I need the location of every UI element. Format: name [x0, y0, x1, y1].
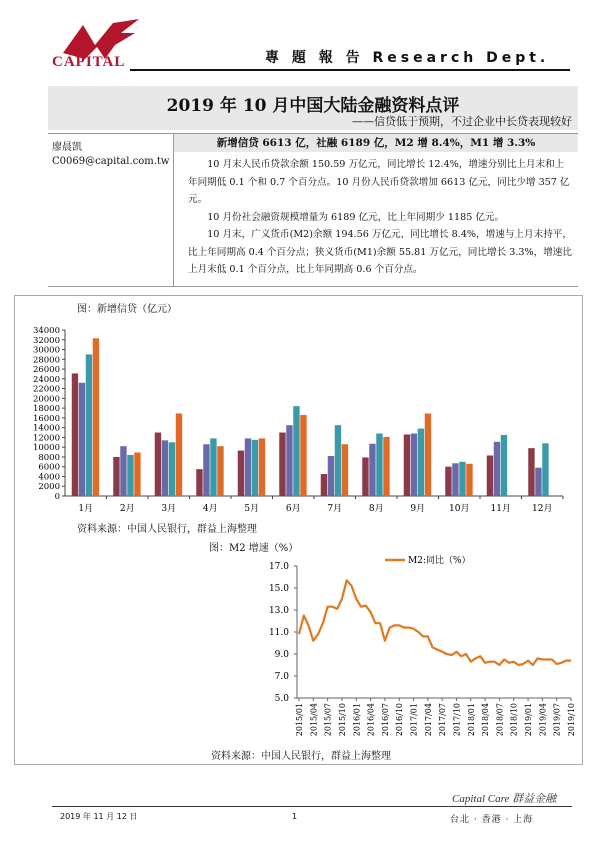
footer-brand: Capital Care 群益金融 [452, 793, 557, 805]
summary-headline: 新增信贷 6613 亿，社融 6189 亿，M2 增 8.4%，M1 增 3.3% [174, 134, 578, 152]
x-tick-label: 2019/01 [524, 703, 534, 737]
footer-cities: 台北 · 香港 · 上海 [450, 815, 534, 825]
bar [335, 425, 341, 496]
y-tick-label: 10000 [32, 443, 60, 454]
x-tick-label: 2019/10 [567, 703, 576, 737]
y-tick-label: 12000 [32, 433, 60, 444]
bar [418, 429, 424, 496]
x-tick-label: 1月 [78, 504, 94, 514]
new-credit-bar-chart [15, 314, 580, 519]
bar [293, 406, 299, 496]
x-tick-label: 2015/04 [309, 703, 319, 737]
bar [487, 455, 493, 496]
legend-label: M2:同比（%） [408, 556, 471, 566]
y-tick-label: 11.0 [268, 628, 289, 638]
bar [362, 457, 368, 496]
bar [466, 464, 472, 496]
y-tick-label: 34000 [32, 326, 60, 336]
y-tick-label: 17.0 [268, 562, 289, 572]
paragraph: 10 月末人民币贷款余额 150.59 万亿元，同比增长 12.4%，增速分别比上月末和上年同期低 0.1 个和 0.7 个百分点。10 月份人民币贷款增加 6613 亿元，同比少增 357 亿元。 [188, 159, 570, 205]
bar [196, 469, 202, 496]
summary-box [48, 133, 578, 287]
bar [535, 468, 541, 496]
bar [404, 434, 410, 496]
x-tick-label: 2016/10 [395, 703, 405, 737]
y-tick-label: 4000 [38, 472, 60, 483]
bar [259, 438, 265, 496]
x-tick-label: 2017/04 [423, 703, 433, 737]
x-tick-label: 2017/10 [452, 703, 462, 737]
bar [425, 413, 431, 496]
x-tick-label: 2016/07 [380, 703, 390, 737]
bar [494, 442, 500, 496]
y-tick-label: 8000 [38, 452, 60, 463]
bar [134, 453, 140, 496]
x-tick-label: 2019/04 [538, 703, 548, 737]
bar [328, 456, 334, 496]
x-tick-label: 2018/07 [495, 703, 505, 737]
x-tick-label: 10月 [449, 504, 470, 514]
y-tick-label: 32000 [32, 335, 60, 346]
header-divider [130, 69, 570, 71]
paragraph: 10 月末，广义货币(M2)余额 194.56 万亿元，同比增长 8.4%，增速与上月末持平，比上年同期高 0.4 个百分点；狭义货币(M1)余额 55.81 万亿元，同比增长 3.3%，增速比上月末低 0.1 个百分点，比上年同期高 0.6 个百分点。 [188, 229, 572, 275]
bar [162, 440, 168, 496]
author-email: C0069@capital.com.tw [52, 156, 170, 167]
bar [203, 444, 209, 496]
y-tick-label: 22000 [32, 384, 60, 395]
x-tick-label: 7月 [327, 504, 343, 514]
bar [528, 448, 534, 496]
chart-title: 图：M2 增速（%） [209, 543, 299, 554]
x-tick-label: 2018/01 [466, 703, 476, 737]
x-tick-label: 2015/07 [323, 703, 333, 737]
bar [542, 443, 548, 496]
x-tick-label: 11月 [490, 504, 511, 514]
footer-divider [52, 806, 572, 807]
x-tick-label: 6月 [285, 504, 301, 514]
author-name: 廖晨凯 [52, 142, 82, 153]
x-tick-label: 12月 [532, 504, 553, 514]
x-tick-label: 2018/10 [509, 703, 519, 737]
header-title: 專 題 報 告 Research Dept. [265, 50, 550, 66]
bar [113, 457, 119, 496]
m2-series-line [299, 580, 571, 665]
x-tick-label: 5月 [244, 504, 260, 514]
y-tick-label: 18000 [32, 404, 60, 415]
page-number: 1 [292, 812, 298, 821]
x-tick-label: 2016/04 [366, 703, 376, 737]
bar [369, 444, 375, 496]
y-tick-label: 20000 [32, 394, 60, 405]
bar [279, 433, 285, 496]
x-tick-label: 2018/04 [481, 703, 491, 737]
bar [238, 451, 244, 496]
bar [286, 425, 292, 496]
x-tick-label: 2015/10 [337, 703, 347, 737]
y-tick-label: 16000 [32, 413, 60, 424]
x-tick-label: 3月 [161, 504, 177, 514]
bar [383, 437, 389, 496]
report-title: 2019 年 10 月中国大陆金融资料点评 [166, 96, 460, 116]
y-tick-label: 9.0 [274, 650, 289, 660]
bar [155, 433, 161, 496]
x-tick-label: 9月 [410, 504, 426, 514]
x-tick-label: 8月 [368, 504, 384, 514]
footer-date: 2019 年 11 月 12 日 [60, 812, 138, 821]
brand-name: CAPITAL [52, 54, 126, 70]
bar [245, 438, 251, 496]
y-tick-label: 15.0 [268, 584, 289, 594]
y-tick-label: 13.0 [268, 606, 289, 616]
bar [252, 440, 258, 496]
bar [452, 463, 458, 496]
x-tick-label: 2015/01 [295, 703, 304, 737]
bar [79, 383, 85, 496]
chart-panel [14, 295, 583, 765]
bar [210, 438, 216, 496]
chart-source: 资料来源：中国人民银行，群益上海整理 [211, 751, 391, 762]
bar [321, 474, 327, 496]
bar [93, 338, 99, 496]
y-tick-label: 28000 [32, 355, 60, 366]
bar [411, 434, 417, 496]
x-tick-label: 2016/01 [352, 703, 362, 737]
y-tick-label: 30000 [32, 345, 60, 356]
y-tick-label: 0 [54, 492, 60, 502]
m2-growth-line-chart [15, 552, 580, 744]
bar [120, 446, 126, 496]
bar [217, 446, 223, 496]
x-tick-label: 2017/01 [409, 703, 419, 737]
y-tick-label: 26000 [32, 365, 60, 376]
bar [501, 435, 507, 496]
title-box [48, 86, 578, 130]
report-subtitle: ——信贷低于预期，不过企业中长贷表现较好 [352, 115, 572, 128]
bar [169, 442, 175, 496]
y-tick-label: 2000 [38, 482, 60, 493]
chart-source: 资料来源：中国人民银行，群益上海整理 [77, 524, 257, 535]
chart-title: 图：新增信贷（亿元） [77, 304, 177, 315]
y-tick-label: 5.0 [274, 694, 289, 704]
y-tick-label: 6000 [38, 462, 60, 473]
x-tick-label: 2019/07 [552, 703, 562, 737]
bar [72, 373, 78, 496]
bar [376, 434, 382, 496]
bar [342, 444, 348, 496]
x-tick-label: 2017/07 [438, 703, 448, 737]
bar [445, 467, 451, 496]
bar [86, 354, 92, 496]
paragraph: 10 月份社会融资规模增量为 6189 亿元，比上年同期少 1185 亿元。 [207, 211, 505, 223]
bar [127, 455, 133, 496]
bar [176, 413, 182, 496]
y-tick-label: 7.0 [274, 672, 289, 682]
x-tick-label: 4月 [202, 504, 218, 514]
y-tick-label: 24000 [32, 374, 60, 385]
bar [300, 415, 306, 496]
y-tick-label: 14000 [32, 423, 60, 434]
summary-body [188, 156, 573, 279]
author-column [48, 134, 174, 286]
x-tick-label: 2月 [119, 504, 135, 514]
bar [459, 462, 465, 496]
